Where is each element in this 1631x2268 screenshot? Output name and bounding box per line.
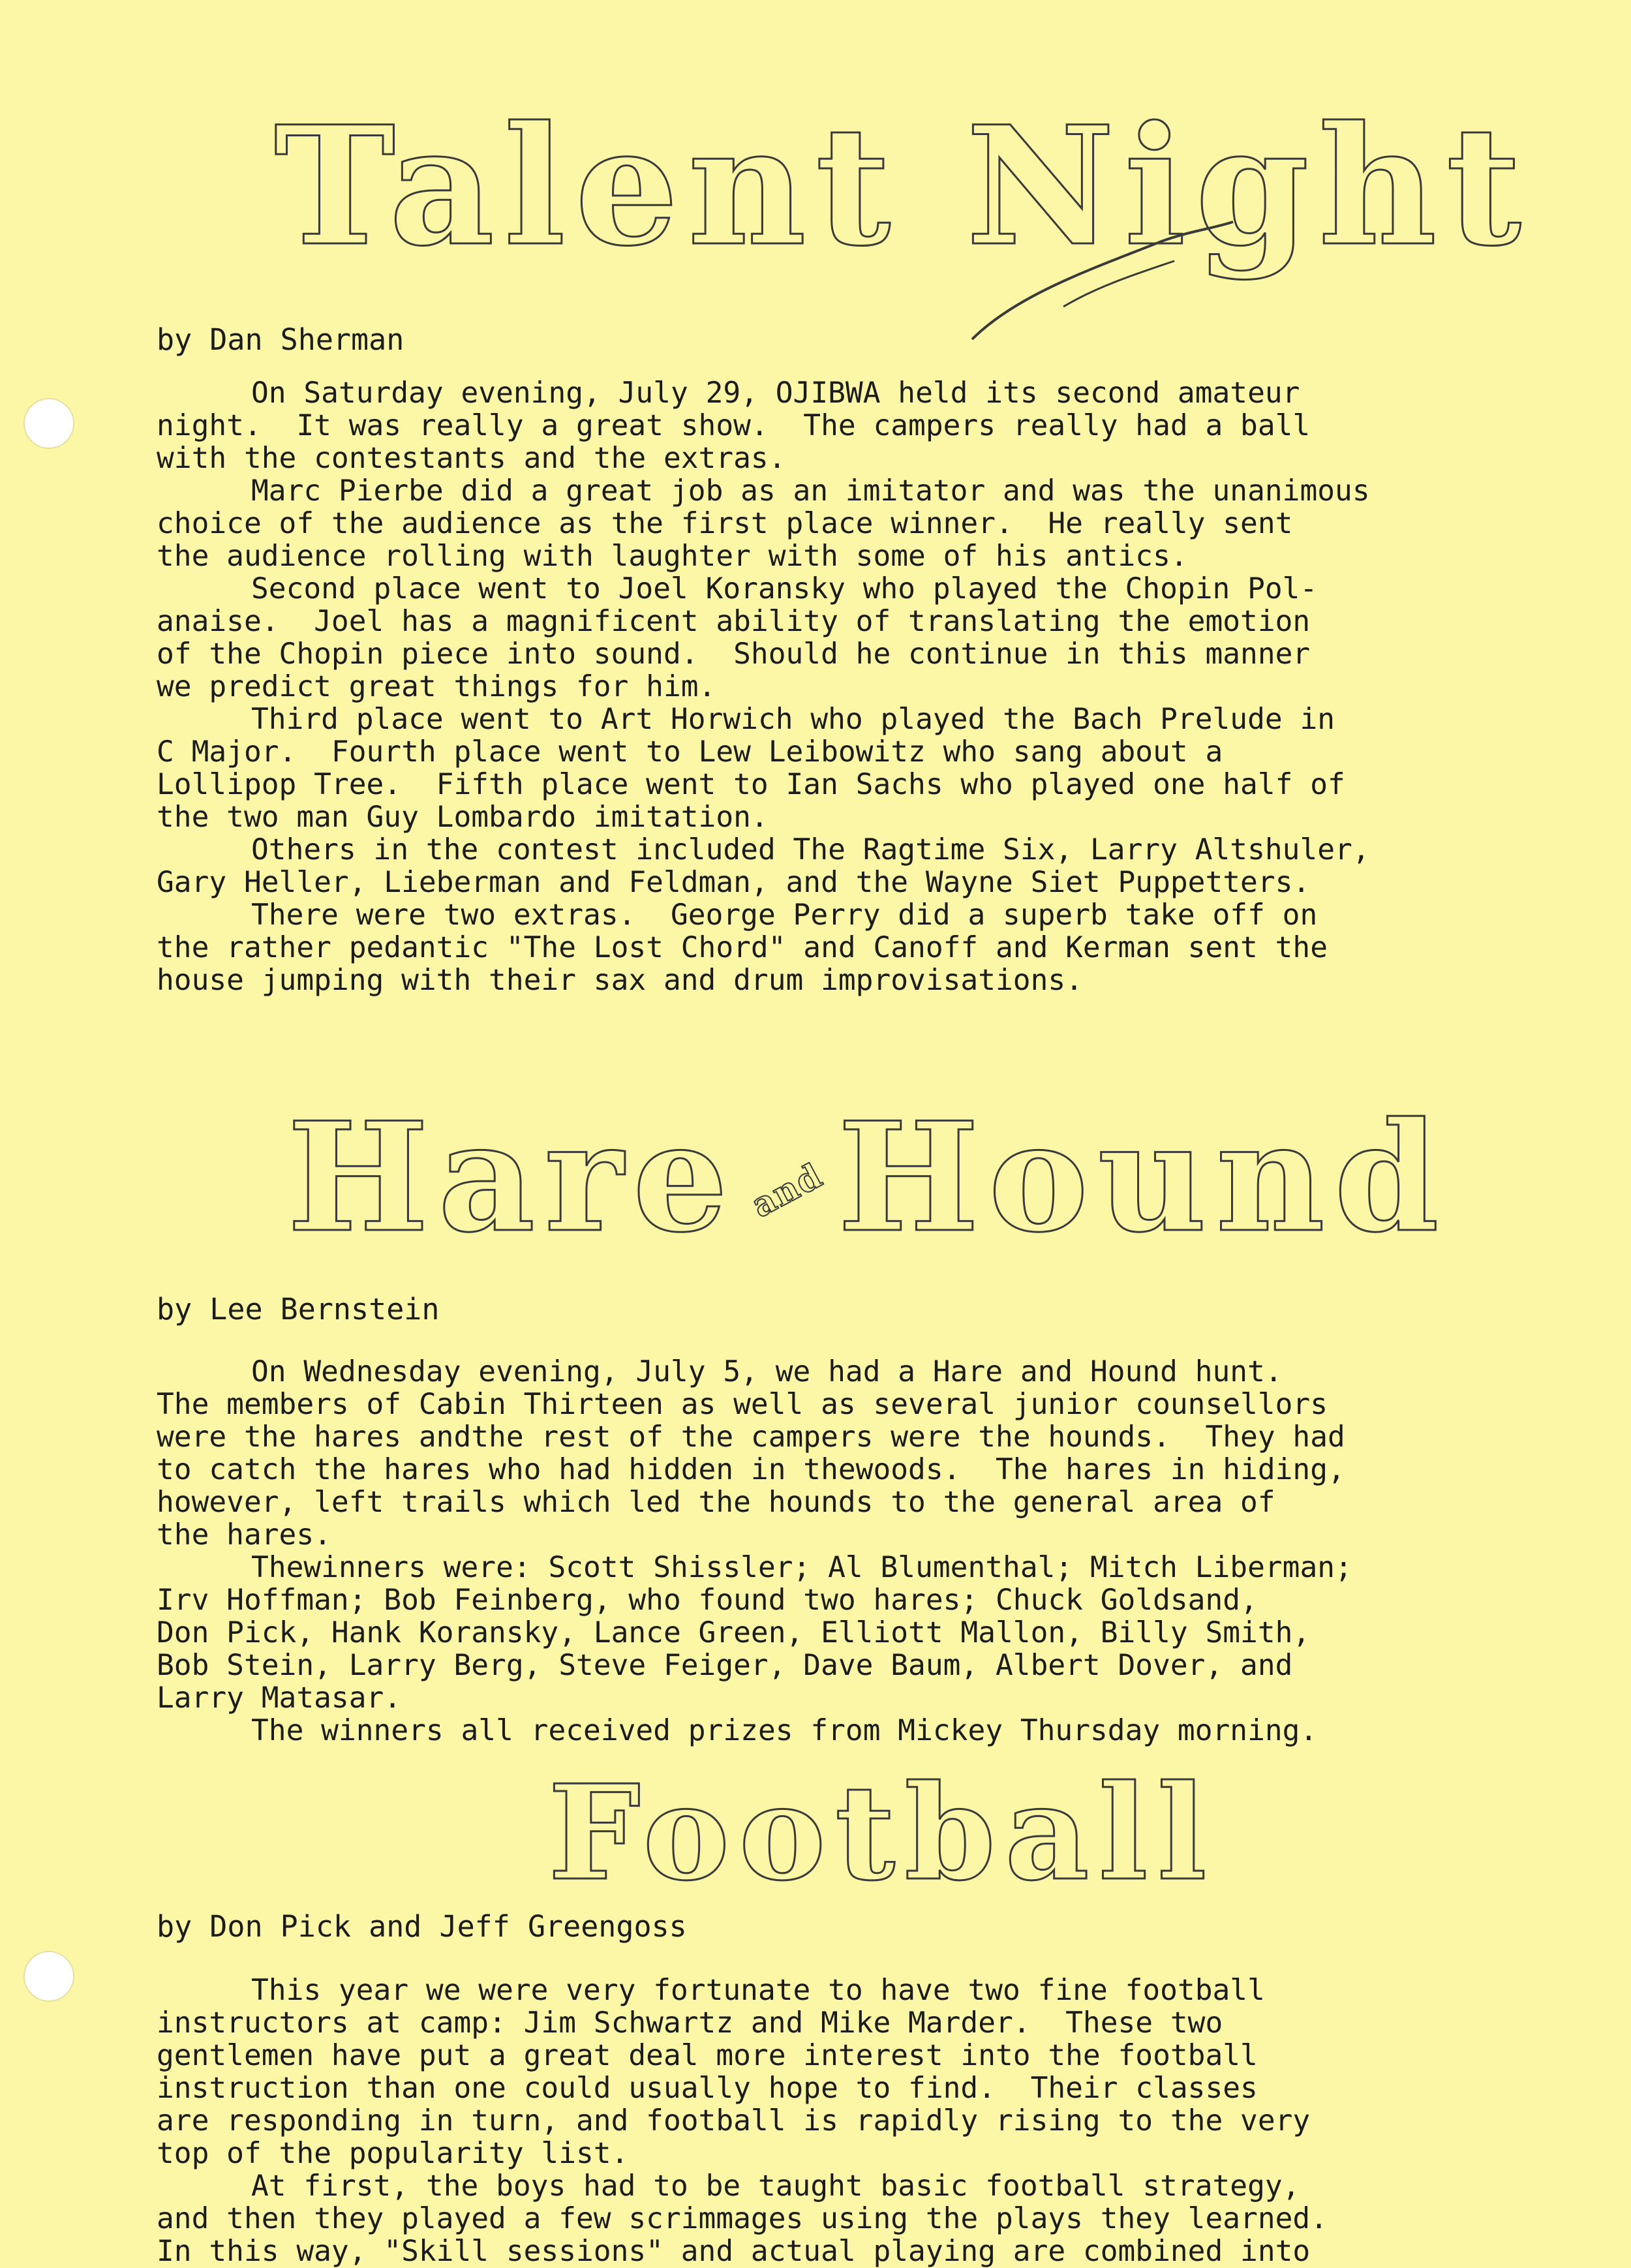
punch-hole-bottom — [23, 1951, 74, 2002]
talent-night-heading: Talent Night — [274, 90, 1531, 282]
article-line: night. It was really a great show. The campers really had a ball — [157, 409, 1311, 442]
article-line: The members of Cabin Thirteen as well as several junior counsellors — [157, 1388, 1328, 1421]
article-line: In this way, "Skill sessions" and actual playing are combined into — [157, 2235, 1311, 2268]
heading-word-hound: Hound — [837, 1090, 1448, 1266]
article-line: choice of the audience as the first place winner. He really sent — [157, 507, 1293, 540]
article-line: Larry Matasar. — [157, 1681, 402, 1715]
article-line: top of the popularity list. — [157, 2137, 629, 2170]
article-line: The winners all received prizes from Mickey Thursday morning. — [251, 1714, 1318, 1747]
article-line: Marc Pierbe did a great job as an imitator and was the unanimous — [251, 474, 1370, 508]
article-line: the two man Guy Lombardo imitation. — [157, 801, 769, 834]
article-line: Gary Heller, Lieberman and Feldman, and the Wayne Siet Puppetters. — [157, 866, 1311, 899]
talent-night-byline: by Dan Sherman — [157, 322, 404, 357]
article-line: are responding in turn, and football is rapidly rising to the very — [157, 2104, 1311, 2138]
article-line: Irv Hoffman; Bob Feinberg, who found two hares; Chuck Goldsand, — [157, 1584, 1258, 1617]
punch-hole-top — [23, 398, 74, 449]
article-line: however, left trails which led the hounds to the general area of — [157, 1486, 1275, 1519]
article-line: Second place went to Joel Koransky who played the Chopin Pol- — [251, 572, 1318, 605]
article-line: On Wednesday evening, July 5, we had a Hare and Hound hunt. — [251, 1355, 1283, 1388]
article-line: to catch the hares who had hidden in thewoods. The hares in hiding, — [157, 1453, 1345, 1486]
article-line: with the contestants and the extras. — [157, 442, 786, 475]
article-line: gentlemen have put a great deal more interest into the football — [157, 2039, 1258, 2072]
article-line: Others in the contest included The Ragtime Six, Larry Altshuler, — [251, 833, 1370, 866]
heading-flourish — [966, 215, 1240, 346]
hare-and-hound-heading — [287, 1090, 1448, 1266]
article-line: instructors at camp: Jim Schwartz and Mike Marder. These two — [157, 2006, 1223, 2040]
article-line: instruction than one could usually hope to find. Their classes — [157, 2072, 1258, 2105]
article-line: and then they played a few scrimmages using the plays they learned. — [157, 2202, 1328, 2235]
article-line: Third place went to Art Horwich who played the Bach Prelude in — [251, 703, 1335, 736]
hare-and-hound-article — [157, 1356, 1514, 1747]
article-line: the rather pedantic "The Lost Chord" and Canoff and Kerman sent the — [157, 931, 1328, 964]
football-heading: Football — [548, 1756, 1216, 1910]
article-line: we predict great things for him. — [157, 670, 716, 703]
article-line: were the hares andthe rest of the campers were the hounds. They had — [157, 1420, 1345, 1454]
heading-word-and: and — [744, 1156, 830, 1226]
article-line: Lollipop Tree. Fifth place went to Ian Sachs who played one half of — [157, 768, 1345, 801]
article-line: On Saturday evening, July 29, OJIBWA held its second amateur — [251, 376, 1300, 410]
football-byline: by Don Pick and Jeff Greengoss — [157, 1909, 687, 1944]
article-line: anaise. Joel has a magnificent ability of translating the emotion — [157, 605, 1311, 638]
article-line: Thewinners were: Scott Shissler; Al Blumenthal; Mitch Liberman; — [251, 1551, 1352, 1584]
article-line: Bob Stein, Larry Berg, Steve Feiger, Dave Baum, Albert Dover, and — [157, 1649, 1293, 1682]
talent-night-article — [157, 377, 1514, 997]
article-line: the hares. — [157, 1518, 331, 1552]
article-line: of the Chopin piece into sound. Should he continue in this manner — [157, 637, 1311, 671]
article-line: Don Pick, Hank Koransky, Lance Green, Elliott Mallon, Billy Smith, — [157, 1616, 1311, 1649]
hare-and-hound-byline: by Lee Bernstein — [157, 1292, 440, 1326]
football-article — [157, 1974, 1514, 2268]
article-line: There were two extras. George Perry did a superb take off on — [251, 898, 1318, 932]
article-line: the audience rolling with laughter with some of his antics. — [157, 540, 1188, 573]
article-line: At first, the boys had to be taught basic football strategy, — [251, 2169, 1300, 2203]
article-line: C Major. Fourth place went to Lew Leibowitz who sang about a — [157, 735, 1223, 769]
article-line: house jumping with their sax and drum improvisations. — [157, 964, 1083, 997]
article-line: This year we were very fortunate to have two fine football — [251, 1974, 1265, 2007]
heading-word-hare: Hare — [287, 1090, 737, 1266]
